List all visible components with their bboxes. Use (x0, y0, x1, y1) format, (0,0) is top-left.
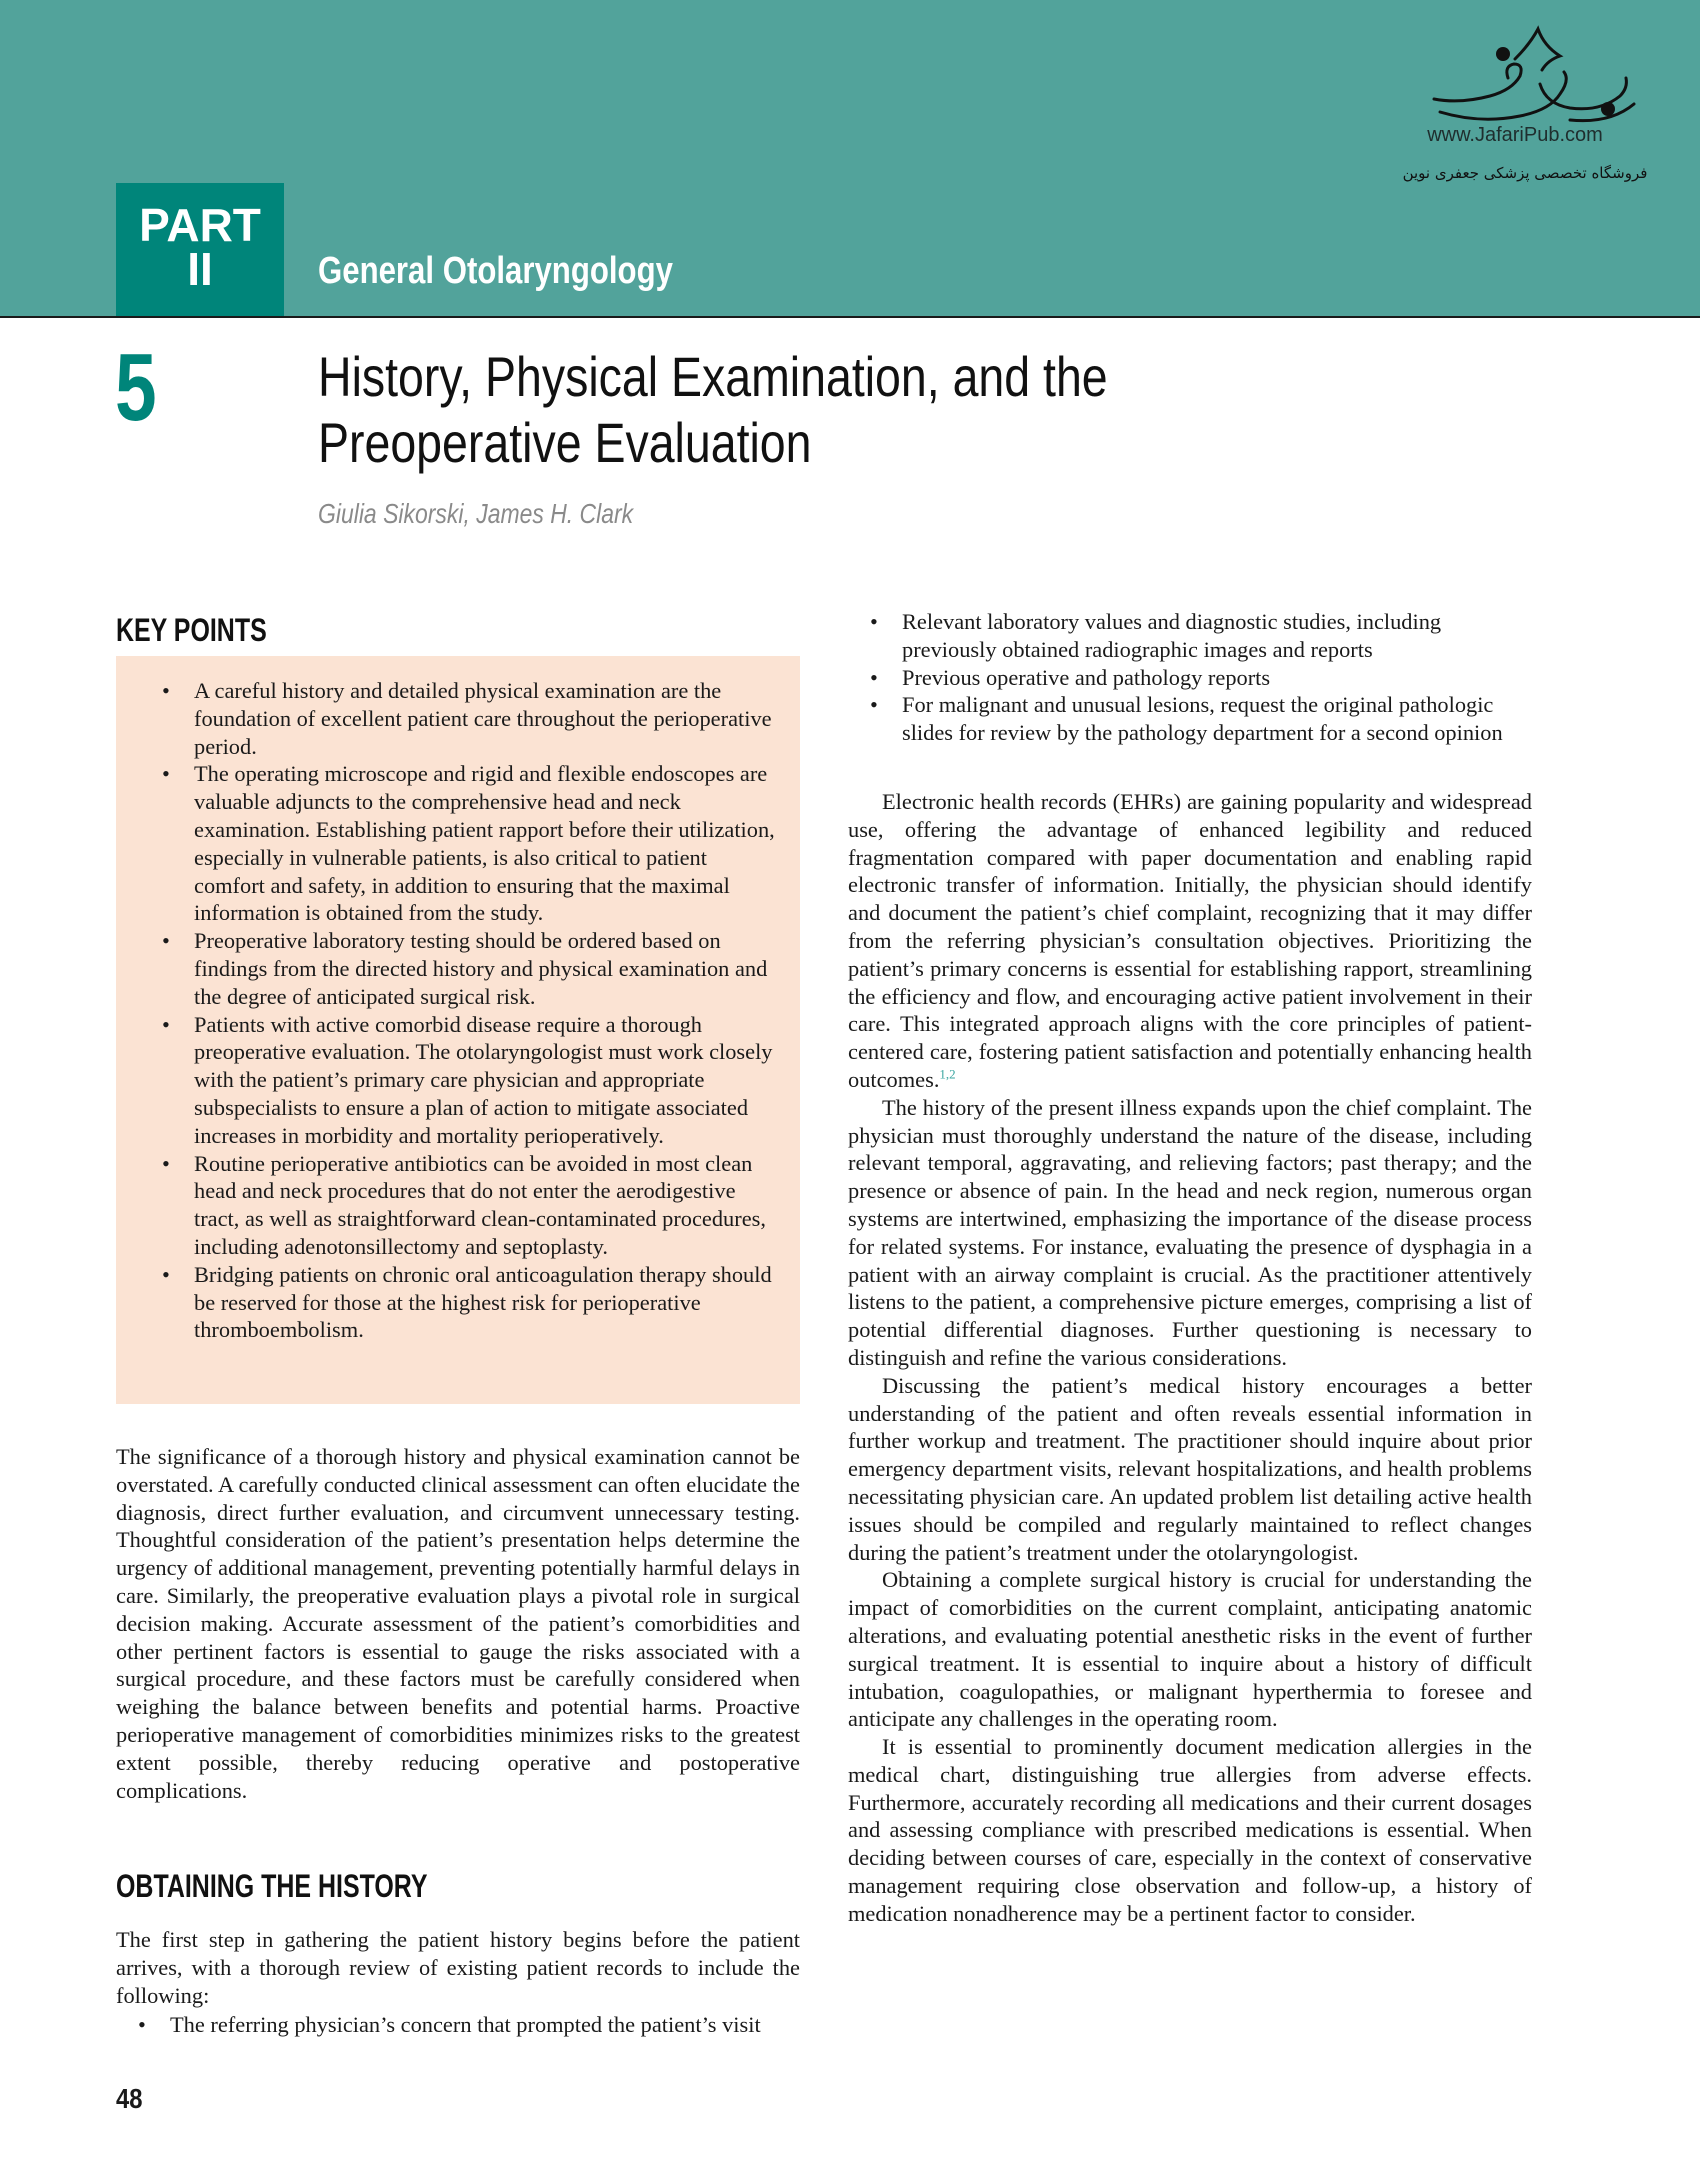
publisher-logo-icon (1420, 24, 1650, 129)
bullet-icon: • (870, 664, 878, 690)
key-point-text: Patients with active comorbid disease require a thorough preoperative evaluation. The otolaryngologist must work closely with the patient’s primary care physician and appropriate subspecialists to ensure a plan of action to mitigate associated increases in morbidity and mortality perioperatively. (194, 1011, 773, 1148)
key-point-item (140, 1261, 776, 1344)
records-list-text: Relevant laboratory values and diagnostic studies, including previously obtained radiographic images and reports (902, 609, 1442, 662)
body-paragraph-medications: It is essential to prominently document medication allergies in the medical chart, distinguishing true allergies from adverse effects. Furthermore, accurately recording all medications and their current dosages and assessing compliance with prescribed medications is essential. When deciding between courses of care, especially in the context of conservative management requiring close observation and follow-up, a history of medication nonadherence may be a pertinent factor to consider. (848, 1734, 1532, 1926)
records-list-text: The referring physician’s concern that prompted the patient’s visit (170, 2012, 761, 2037)
bullet-icon: • (162, 1011, 170, 1037)
part-badge (116, 183, 284, 316)
page-number: 48 (116, 2083, 143, 2114)
logo-dot (1496, 47, 1510, 61)
part-number: II (187, 243, 213, 295)
bullet-icon: • (870, 692, 878, 718)
logo-dot (1601, 102, 1615, 116)
bullet-icon: • (138, 2012, 146, 2037)
key-points-box (116, 656, 800, 1404)
body-paragraph-surgical-history: Obtaining a complete surgical history is crucial for understanding the impact of comorbidities on the current complaint, anticipating anatomic alterations, and evaluating potential anesthetic risks in the event of further surgical treatment. It is essential to inquire about a history of difficult intubation, coagulopathies, or malignant hyperthermia to foresee and anticipate any challenges in the operating room. (848, 1567, 1532, 1732)
key-point-item (140, 760, 776, 927)
chapter-authors: Giulia Sikorski, James H. Clark (318, 498, 634, 529)
paragraph-text: Electronic health records (EHRs) are gaining popularity and widespread use, offering the advantage of enhanced legibility and reduced fragmentation compared with paper documentation and enabling rapid electronic transfer of information. Initially, the physician should identify and document the patient’s chief complaint, recognizing that it may differ from the referring physician’s consultation objectives. Prioritizing the patient’s primary concerns is essential for establishing rapport, streamlining the efficiency and flow, and encouraging active patient involvement in their care. This integrated approach aligns with the core principles of patient-centered care, fostering patient satisfaction and potentially enhancing health outcomes. (848, 789, 1532, 1092)
bullet-icon: • (870, 609, 878, 634)
part-label: PART (139, 199, 261, 251)
key-points-list (140, 677, 776, 1344)
key-point-text: A careful history and detailed physical examination are the foundation of excellent patient care throughout the perioperative period. (194, 678, 772, 759)
bullet-icon: • (162, 678, 170, 703)
key-points-heading: KEY POINTS (116, 612, 267, 648)
bullet-icon: • (162, 761, 170, 787)
records-list-item (848, 691, 1532, 747)
records-list-item (848, 664, 1532, 692)
records-list-item (848, 608, 1532, 664)
chapter-title: History, Physical Examination, and the Preoperative Evaluation (318, 345, 1108, 474)
bullet-icon: • (162, 1150, 170, 1176)
key-point-item (140, 1150, 776, 1261)
bullet-icon: • (162, 1261, 170, 1287)
obtaining-history-intro-text: The first step in gathering the patient history begins before the patient arrives, with a thorough review of existing patient records to include the following: (116, 1927, 800, 2008)
body-paragraph-ehr (848, 788, 1532, 1094)
records-list (116, 2011, 800, 2039)
records-list-item (116, 2011, 800, 2039)
chapter-number: 5 (115, 334, 157, 441)
key-point-item (140, 677, 776, 760)
part-title: General Otolaryngology (318, 250, 673, 292)
publisher-tagline: فروشگاه تخصصی پزشکی جعفری نوین (1402, 164, 1648, 182)
intro-paragraph: The significance of a thorough history and physical examination cannot be overstated. A carefully conducted clinical assessment can often elucidate the diagnosis, direct further evaluation, and circumvent unnecessary testing. Thoughtful consideration of the patient’s presentation helps determine the urgency of additional management, preventing potentially harmful delays in care. Similarly, the preoperative evaluation plays a pivotal role in surgical decision making. Accurate assessment of the patient’s comorbidities and other pertinent factors is essential to gauge the risks associated with a surgical procedure, and these factors must be carefully considered when weighing the balance between benefits and potential harms. Proactive perioperative management of comorbidities minimizes risks to the greatest extent possible, thereby reducing operative and postoperative complications. (116, 1444, 800, 1803)
bullet-icon: • (162, 928, 170, 954)
key-point-item (140, 1011, 776, 1150)
records-list-text: For malignant and unusual lesions, request the original pathologic slides for review by the pathology department for a second opinion (902, 692, 1503, 746)
citation-link[interactable]: 1,2 (939, 1066, 956, 1082)
records-list-continued (848, 608, 1532, 747)
key-point-text: The operating microscope and rigid and flexible endoscopes are valuable adjuncts to the comprehensive head and neck examination. Establishing patient rapport before their utilization, especially in vulnerable patients, is also critical to patient comfort and safety, in addition to ensuring that the maximal information is obtained from the study. (194, 761, 775, 926)
key-point-item (140, 927, 776, 1010)
history-body (848, 788, 1532, 1928)
key-point-text: Routine perioperative antibiotics can be avoided in most clean head and neck procedures that do not enter the aerodigestive tract, as well as straightforward clean-contaminated procedures, including adenotonsillectomy and septoplasty. (194, 1150, 766, 1259)
key-point-text: Bridging patients on chronic oral anticoagulation therapy should be reserved for those at the highest risk for perioperative thromboembolism. (194, 1261, 772, 1343)
intro-section (116, 1443, 800, 1804)
body-paragraph-medical-history: Discussing the patient’s medical history encourages a better understanding of the patient and often reveals essential information in further workup and treatment. The practitioner should inquire about prior emergency department visits, relevant hospitalizations, and health problems necessitating physician care. An updated problem list detailing active health issues should be compiled and regularly maintained to reflect changes during the patient’s treatment under the otolaryngologist. (848, 1372, 1532, 1565)
obtaining-history-heading: OBTAINING THE HISTORY (116, 1868, 428, 1904)
key-point-text: Preoperative laboratory testing should be ordered based on findings from the directed history and physical examination and the degree of anticipated surgical risk. (194, 928, 768, 1009)
obtaining-history-intro (116, 1926, 800, 2009)
body-paragraph-present-illness: The history of the present illness expands upon the chief complaint. The physician must thoroughly understand the nature of the disease, including relevant temporal, aggravating, and relieving factors; past therapy; and the presence or absence of pain. In the head and neck region, numerous organ systems are intertwined, emphasizing the importance of the disease process for related systems. For instance, evaluating the presence of dysphagia in a patient with an airway complaint is crucial. As the practitioner attentively listens to the patient, a comprehensive picture emerges, comprising a list of potential differential diagnoses. Further questioning is necessary to distinguish and refine the various considerations. (848, 1094, 1532, 1370)
publisher-url[interactable]: www.JafariPub.com (1427, 124, 1603, 146)
records-list-text: Previous operative and pathology reports (902, 664, 1271, 690)
